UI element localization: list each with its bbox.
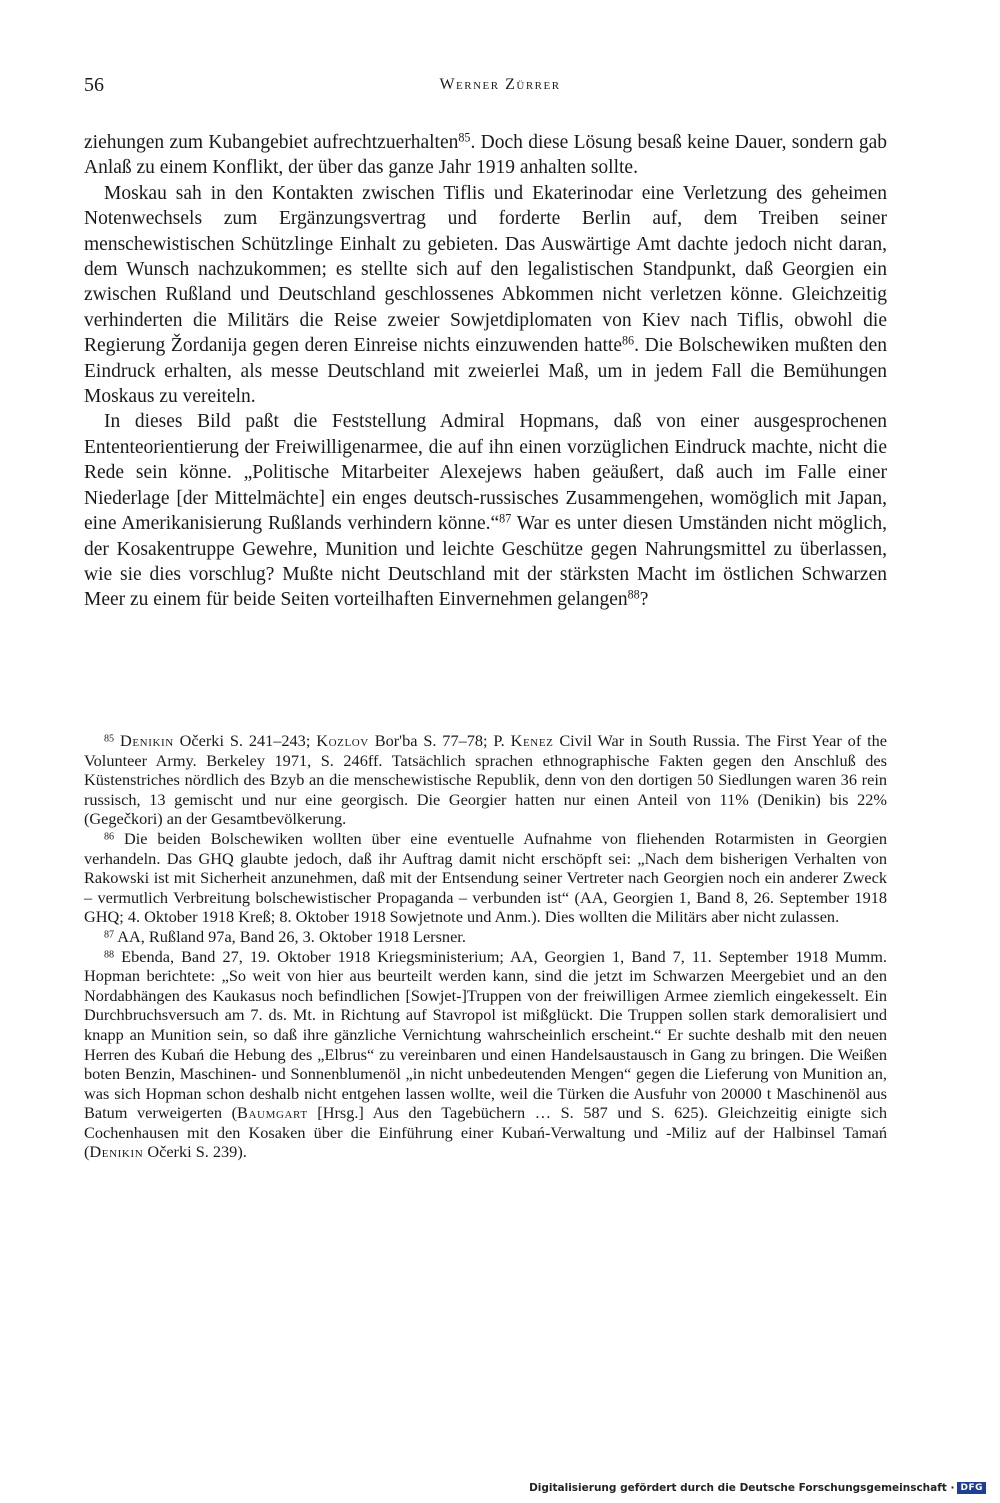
text-span: ziehungen zum Kubangebiet aufrechtzuerhalten — [84, 132, 459, 153]
running-head: Werner Zürrer — [439, 76, 561, 93]
author-name: Kozlov — [316, 731, 369, 750]
text-span: AA, Rußland 97a, Band 26, 3. Oktober 1918 Lersner. — [117, 926, 466, 946]
footnote-number: 87 — [104, 929, 115, 941]
dfg-logo: DFG — [957, 1482, 986, 1494]
text-span: Ebenda, Band 27, 19. Oktober 1918 Kriegsministerium; AA, Georgien 1, Band 7, 11. September 1918 Mumm. Hopman berichtete: „So weit von hier aus beurteilt werden kann, sind die jetzt im Schwarzen Meergebiet und an den Nordabhängen des Kaukasus noch befindlichen [Sowjet-]Truppen von der freiwilligen Armee ziemlich eingekesselt. Ein Durchbruchsversuch am 7. ds. Mt. in Richtung auf Stavropol ist mißglückt. Die Truppen sollen stark demoralisiert und knapp an Munition sein, so daß ihre gänzliche Vernichtung wahrscheinlich erscheint.“ Er suchte deshalb mit den neuen Herren des Kubań die Hebung des „Elbrus“ zu vereinbaren und einen Handelsaustausch in Gang zu bringen. Die Weißen boten Benzin, Maschinen- und Sonnenblumenöl „in nicht unbedeutenden Mengen“ gegen die Lieferung von Munition an, was sich Hopman schon deshalb nicht entgehen lassen wollte, weil die Türken die Ausfuhr von 20000 t Maschinenöl aus Batum verweigerten ( — [84, 946, 887, 1123]
paragraph-3 — [84, 409, 887, 612]
footnote-86 — [84, 829, 887, 927]
text-span: Die beiden Bolschewiken wollten über eine eventuelle Aufnahme von fliehenden Rotarmisten in Georgien verhandeln. Das GHQ glaubte jedoch, daß ihr Auftrag damit nicht erschöpft sei: „Nach dem bisherigen Verhalten von Rakowski ist mit Sicherheit anzunehmen, daß mit der Entsendung seiner Vertreter nach Georgien noch ein anderer Zweck – vermutlich Verbreitung bolschewistischer Propaganda – verbunden ist“ (AA, Georgien 1, Band 8, 26. September 1918 GHQ; 4. Oktober 1918 Kreß; 8. Oktober 1918 Sowjetnote und Anm.). Dies wollten die Militärs aber nicht zulassen. — [84, 828, 887, 927]
footnote-85 — [84, 731, 887, 829]
footnote-88 — [84, 947, 887, 1163]
paragraph-1 — [84, 130, 887, 181]
text-span: Moskau sah in den Kontakten zwischen Tiflis und Ekaterinodar eine Verletzung des geheimen Notenwechsels zum Ergänzungsvertrag und forderte Berlin auf, dem Treiben seiner menschewistischen Schützlinge Einhalt zu gebieten. Das Auswärtige Amt dachte jedoch nicht daran, dem Wunsch nachzukommen; es stellte sich auf den legalistischen Standpunkt, daß Georgien ein zwischen Rußland und Deutschland geschlossenes Abkommen nicht verletzen könne. Gleichzeitig verhinderten die Militärs die Reise zweier Sowjetdiplomaten von Kiev nach Tiflis, obwohl die Regierung Žordanija gegen deren Einreise nichts einzuwenden hatte — [84, 182, 887, 357]
author-name: Kenez — [510, 731, 554, 750]
footnotes — [84, 731, 887, 1162]
text-span: ? — [639, 589, 649, 611]
footnote-ref-85: 85 — [458, 130, 471, 145]
footnote-ref-87: 87 — [499, 511, 512, 526]
text-span: . Die Bolschewiken mußten den Eindruck erhalten, als messe Deutschland mit zweierlei Maß, um in jedem Fall die Bemühungen Moskaus zu vereiteln. — [84, 335, 887, 408]
author-name: Denikin — [89, 1142, 144, 1162]
footnote-number: 85 — [104, 733, 115, 745]
paragraph-2 — [84, 181, 887, 410]
text-span: . Doch diese Lösung besaß keine Dauer, sondern gab Anlaß zu einem Konflikt, der über das ganze Jahr 1919 anhalten sollte. — [84, 132, 887, 179]
text-span: War es unter diesen Umständen nicht möglich, der Kosakentruppe Gewehre, Munition und leichte Geschütze gegen Nahrungsmittel zu überlassen, wie sie dies vorschlug? Mußte nicht Deutschland mit der stärksten Macht im östlichen Schwarzen Meer zu einem für beide Seiten vorteilhaften Einvernehmen gelangen — [84, 513, 887, 611]
text-span: Civil War in South Russia. The First Year of the Volunteer Army. Berkeley 1971, S. 246ff. Tatsächlich sprachen ethnographische Fakten gegen den Anschluß des Küstenstriches nördlich des Bzyb an die menschewistische Republik, denn von den dortigen 50 Siedlungen waren 36 rein russisch, 13 gemischt und nur eine georgisch. Die Georgier hatten nur einen Anteil von 11% (Denikin) bis 22% (Gegečkori) an der Gesamtbevölkerung. — [84, 731, 887, 829]
footnote-ref-88: 88 — [627, 587, 640, 602]
text-span: Očerki S. 239). — [143, 1142, 247, 1162]
footnote-number: 88 — [104, 948, 115, 960]
footnote-87 — [84, 927, 887, 947]
text-span: In dieses Bild paßt die Feststellung Admiral Hopmans, daß von einer ausgesprochenen Ententeorientierung der Freiwilligenarmee, die auf ihn einen vorzüglichen Eindruck machte, nicht die Rede sein könne. „Politische Mitarbeiter Alexejews haben geäußert, daß auch im Falle einer Niederlage [der Mittelmächte] ein enges deutsch-russisches Zusammengehen, womöglich mit Japan, eine Amerikanisierung Rußlands verhindern könne.“ — [84, 411, 887, 535]
author-name: Denikin — [119, 731, 174, 750]
footnote-number: 86 — [104, 831, 115, 843]
text-span: [Hrsg.] Aus den Tagebüchern … S. 587 und S. 625). Gleichzeitig einigte sich Cochenhausen mit den Kosaken über die Einführung einer Kubań-Verwaltung und -Miliz auf der Halbinsel Tamań ( — [84, 1103, 887, 1162]
digitization-credit — [529, 1482, 986, 1494]
body-text — [84, 130, 887, 613]
author-name: Baumgart — [237, 1103, 308, 1123]
text-span: Očerki S. 241–243; — [173, 731, 317, 750]
text-span: Bor'ba S. 77–78; P. — [368, 731, 511, 750]
footnote-ref-86: 86 — [621, 333, 635, 348]
credit-text: Digitalisierung gefördert durch die Deutsche Forschungsgemeinschaft · — [529, 1482, 955, 1494]
page-number: 56 — [84, 74, 104, 96]
